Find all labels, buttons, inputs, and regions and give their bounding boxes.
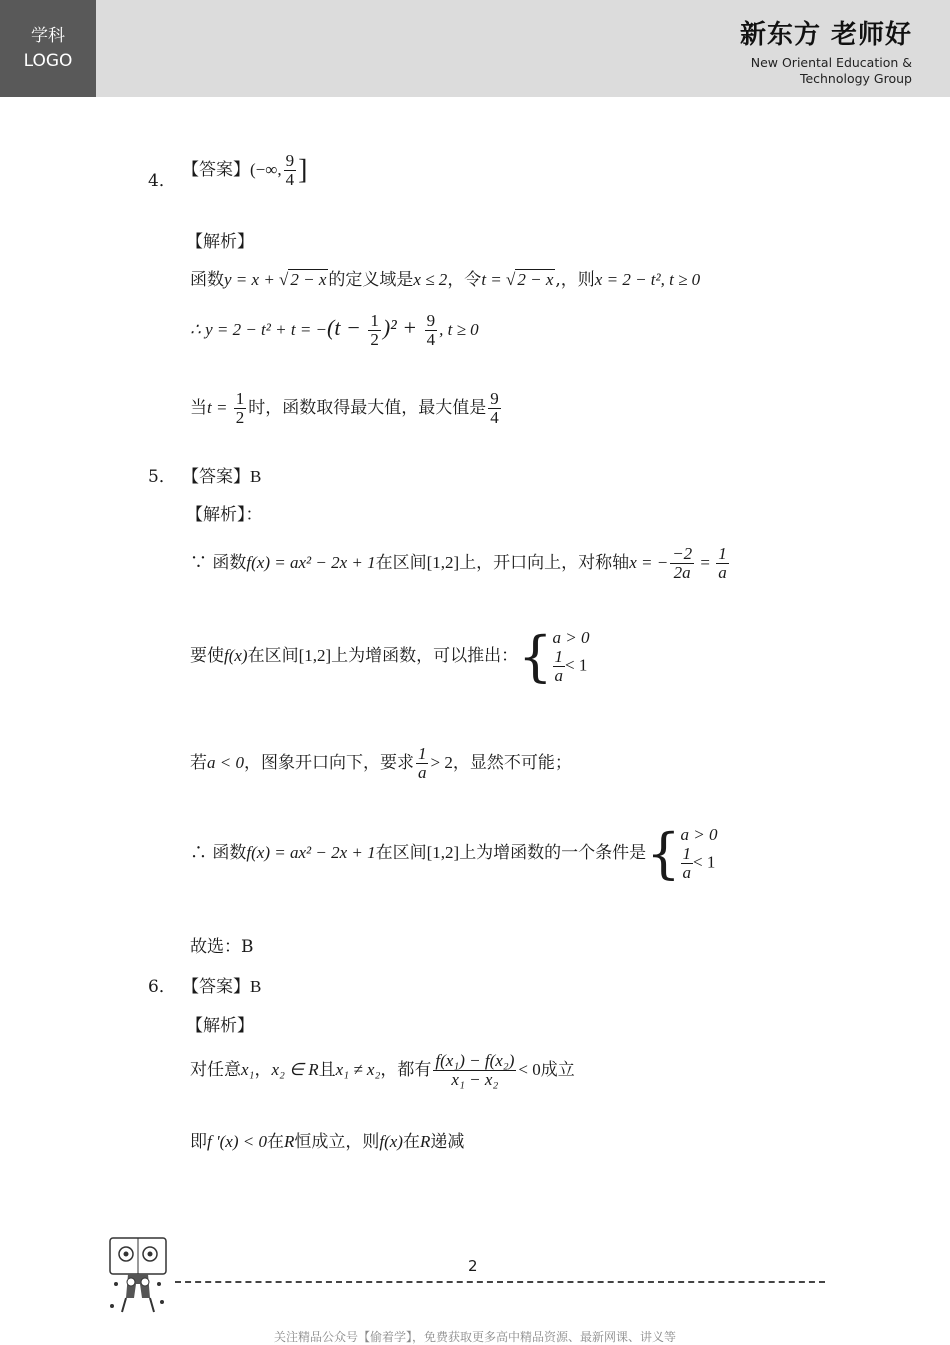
math: y = x + xyxy=(224,270,280,289)
page-header xyxy=(0,0,950,97)
footer-divider xyxy=(175,1281,825,1283)
fraction xyxy=(234,390,247,427)
logo-line1: 学科 xyxy=(31,26,65,46)
text: 上为增函数的一个条件是 xyxy=(459,843,647,863)
frac-num: 1 xyxy=(682,844,692,863)
fraction xyxy=(368,312,381,349)
q5-line2 xyxy=(190,624,590,688)
text: 对任意 xyxy=(190,1060,241,1080)
math: < 0 xyxy=(518,1060,541,1079)
fraction xyxy=(488,390,501,427)
brace: { xyxy=(518,624,553,688)
math: t = xyxy=(207,398,232,417)
text: ，图象开口向下，要求 xyxy=(243,753,414,773)
text: 在区间 xyxy=(375,553,427,573)
text: ∴ 函数 xyxy=(190,843,247,863)
answer-close: ] xyxy=(298,154,308,186)
text: ， xyxy=(254,1060,272,1080)
frac-num: 1 xyxy=(554,647,564,666)
frac-num: 1 xyxy=(718,544,727,563)
q5-analysis-label: 【解析】： xyxy=(186,505,263,525)
fraction xyxy=(716,545,729,582)
text: 若 xyxy=(190,753,207,773)
text: 上，开口向上，对称轴 xyxy=(459,553,630,573)
q5-line1 xyxy=(190,545,731,582)
footer-note: 关注精品公众号【偷着学】，免费获取更多高中精品资源、最新网课、讲义等 xyxy=(273,1330,676,1344)
brand-en-1: New Oriental Education & xyxy=(750,55,912,70)
text: ,，则 xyxy=(555,270,595,290)
text: ，显然不可能； xyxy=(452,753,572,773)
math: [1,2] xyxy=(298,646,332,665)
frac-num: 9 xyxy=(285,151,295,170)
q6-line1 xyxy=(190,1052,575,1089)
math: f(x) xyxy=(379,1132,403,1151)
math: x ≤ 2 xyxy=(413,270,448,289)
q6-number: 6． xyxy=(148,977,176,997)
ineq-2 xyxy=(681,845,718,882)
frac-den: a xyxy=(417,763,427,782)
frac-den: a xyxy=(718,563,727,582)
frac-num: 1 xyxy=(370,311,379,330)
frac-num: f(x₁) − f(x₂) xyxy=(435,1051,515,1070)
text: 成立 xyxy=(540,1060,575,1080)
ineq-1: a > 0 xyxy=(680,825,718,844)
frac-den: 4 xyxy=(285,170,295,189)
answer-label: 【答案】 xyxy=(182,160,250,180)
text: 即 xyxy=(190,1132,207,1152)
math: > 2 xyxy=(430,753,453,772)
q4-analysis-label: 【解析】 xyxy=(186,232,254,252)
math: f '(x) < 0 xyxy=(207,1132,267,1151)
sqrt-body: 2 − x xyxy=(290,270,327,289)
q4-number: 4． xyxy=(148,171,176,191)
text: ，都有 xyxy=(380,1060,432,1080)
ineq-1: a > 0 xyxy=(552,628,590,647)
subject-logo xyxy=(0,0,96,97)
brace: { xyxy=(646,821,681,885)
math: R xyxy=(419,1132,431,1151)
q5-answer xyxy=(182,462,261,487)
answer-label: 【答案】 xyxy=(182,467,250,487)
fraction xyxy=(433,1052,516,1089)
frac-num: 1 xyxy=(235,389,245,408)
q4-line1 xyxy=(190,265,700,290)
q6-analysis-label: 【解析】 xyxy=(186,1016,254,1036)
math: t = xyxy=(481,270,507,289)
math: x₁ ≠ x₂ xyxy=(335,1060,381,1079)
frac-num: −2 xyxy=(672,544,693,563)
text: 恒成立，则 xyxy=(294,1132,380,1152)
q4-answer xyxy=(182,152,307,189)
text: 当 xyxy=(190,398,207,418)
brand-cn: 新东方 老师好 xyxy=(739,20,912,50)
frac-den: 4 xyxy=(490,408,499,427)
text: 的定义域是 xyxy=(328,270,414,290)
text: 上为增函数，可以推出： xyxy=(331,646,519,666)
text: 要使 xyxy=(190,646,224,666)
text: 在 xyxy=(266,1132,284,1152)
sqrt-body: 2 − x xyxy=(517,270,554,289)
text: 且 xyxy=(318,1060,336,1080)
q5-line5: 故选：B xyxy=(190,937,254,957)
text: 在 xyxy=(402,1132,420,1152)
logo-line2: LOGO xyxy=(23,51,73,71)
frac-den: a xyxy=(682,863,692,882)
math: [1,2] xyxy=(426,553,460,572)
sqrt-sign: √ xyxy=(279,270,289,289)
answer-label: 【答案】 xyxy=(182,977,250,997)
math: x₂ ∈ R xyxy=(271,1060,319,1079)
fraction xyxy=(425,312,438,349)
math: )² + xyxy=(382,315,423,340)
q4-line2 xyxy=(190,312,479,349)
math: ∴ y = 2 − t² + t = − xyxy=(190,320,328,339)
math: x₁ xyxy=(241,1060,255,1079)
text: 在区间 xyxy=(247,646,299,666)
ineq-rhs: < 1 xyxy=(693,852,716,872)
frac-num: 9 xyxy=(426,311,436,330)
math: a < 0 xyxy=(207,753,244,772)
math: R xyxy=(283,1132,295,1151)
math: [1,2] xyxy=(426,843,460,862)
frac-den: 2a xyxy=(673,563,691,582)
answer-open: (−∞, xyxy=(250,160,282,179)
page-number: 2 xyxy=(468,1257,478,1275)
math: = xyxy=(696,553,715,572)
inequality-system xyxy=(681,825,718,882)
math: (t − xyxy=(327,315,367,340)
q4-line3 xyxy=(190,390,503,427)
answer-fraction xyxy=(284,152,297,189)
text: 递减 xyxy=(430,1132,465,1152)
frac-den: a xyxy=(554,666,564,685)
q6-line2 xyxy=(190,1127,464,1152)
frac-den: 2 xyxy=(235,408,245,427)
text: ∵ 函数 xyxy=(190,553,247,573)
text: 在区间 xyxy=(375,843,427,863)
math: x = − xyxy=(629,553,669,572)
fraction xyxy=(670,545,694,582)
fraction xyxy=(416,745,429,782)
q5-line3 xyxy=(190,745,572,782)
q5-line4 xyxy=(190,821,718,885)
frac-den: 4 xyxy=(426,330,436,349)
answer-value: B xyxy=(250,467,262,486)
text: 时，函数取得最大值，最大值是 xyxy=(248,398,487,418)
frac-num: 1 xyxy=(417,744,427,763)
math: , t ≥ 0 xyxy=(439,320,479,339)
math: f(x) = ax² − 2x + 1 xyxy=(246,553,376,572)
brand xyxy=(740,14,912,87)
sqrt-sign: √ xyxy=(506,270,516,289)
q6-answer xyxy=(182,972,261,997)
text: ，令 xyxy=(447,270,482,290)
ineq-rhs: < 1 xyxy=(565,655,588,675)
frac-den: 2 xyxy=(370,330,379,349)
frac-num: 9 xyxy=(490,389,499,408)
brand-en-2: Technology Group xyxy=(799,71,912,86)
answer-value: B xyxy=(250,977,262,996)
q5-number: 5． xyxy=(148,467,176,487)
text: 函数 xyxy=(190,270,224,290)
math: f(x) xyxy=(224,646,248,665)
inequality-system xyxy=(553,628,590,685)
ineq-2 xyxy=(553,648,590,685)
math: x = 2 − t², t ≥ 0 xyxy=(594,270,701,289)
math: f(x) = ax² − 2x + 1 xyxy=(246,843,376,862)
frac-den: x₁ − x₂ xyxy=(451,1070,499,1089)
mascot-icon xyxy=(104,1236,170,1316)
